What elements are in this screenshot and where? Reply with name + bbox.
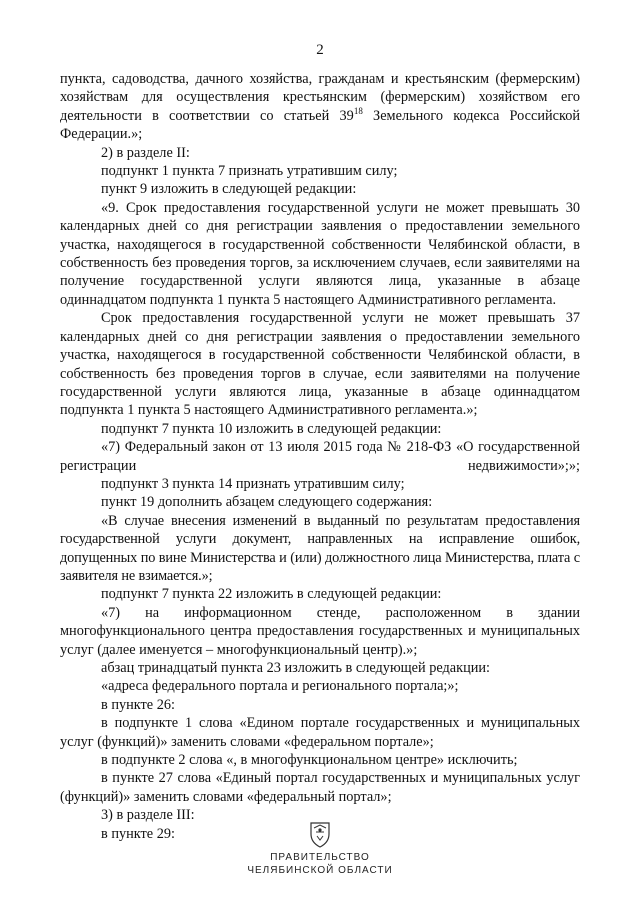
page-number: 2 — [316, 42, 324, 58]
paragraph-2: 2) в разделе II: — [101, 144, 190, 161]
paragraph-16: в пункте 26: — [101, 696, 175, 713]
paragraph-19: в пункте 27 слова «Единый портал государственных и муниципальных услуг (функций)» заменить словами «федеральный портал»; — [60, 770, 580, 805]
paragraph-9: подпункт 3 пункта 14 признать утратившим силу; — [101, 475, 405, 492]
paragraph-12: подпункт 7 пункта 22 изложить в следующей редакции: — [101, 586, 442, 603]
document-body — [60, 70, 580, 843]
paragraph-14: абзац тринадцатый пункта 23 изложить в следующей редакции: — [101, 660, 490, 676]
paragraph-21: в пункте 29: — [101, 825, 175, 842]
government-seal — [0, 820, 640, 877]
paragraph-20: 3) в разделе III: — [101, 807, 195, 824]
paragraph-15: «адреса федерального портала и регионального портала;»; — [101, 678, 459, 695]
paragraph-17: в подпункте 1 слова «Едином портале государственных и муниципальных услуг (функций)» заменить словами «федеральном портале»; — [60, 715, 580, 750]
paragraph-10: пункт 19 дополнить абзацем следующего содержания: — [101, 494, 433, 511]
paragraph-1 — [60, 70, 580, 144]
seal-line-1: ПРАВИТЕЛЬСТВО — [270, 852, 370, 863]
paragraph-11: «В случае внесения изменений в выданный по результатам предоставления государственной услуги документ, направленных на исправление ошибок, допущенных по вине Министерства и (или) должностного лица Министерства, плата с заявителя не взимается.»; — [60, 512, 580, 584]
paragraph-1-tail: Земельного кодекса Российской Федерации.»; — [60, 107, 580, 143]
paragraph-3: подпункт 1 пункта 7 признать утратившим силу; — [101, 163, 398, 180]
seal-line-2: ЧЕЛЯБИНСКОЙ ОБЛАСТИ — [247, 865, 393, 876]
superscript-18: 18 — [353, 106, 363, 117]
paragraph-4: пункт 9 изложить в следующей редакции: — [101, 181, 357, 198]
paragraph-5: «9. Срок предоставления государственной услуги не может превышать 30 календарных дней со дня регистрации заявления о предоставлении земельного участка, находящегося в государственной собственности Челябинской области, в собственность без проведения торгов, за исключением случаев, если заявителями на получение государственной услуги являются лица, указанные в абзаце одиннадцатом подпункта 1 пункта 5 настоящего Административного регламента. — [60, 199, 580, 308]
paragraph-13: «7) на информационном стенде, расположенном в здании многофункционального центра предоставления государственных и муниципальных услуг (далее именуется – многофункциональный центр).»; — [60, 604, 580, 658]
paragraph-1-text: пункта, садоводства, дачного хозяйства, гражданам и крестьянским (фермерским) хозяйствам для осуществления крестьянским (фермерским) хозяйством его деятельности в соответствии со статьей 39 — [60, 71, 580, 124]
paragraph-18: в подпункте 2 слова «, в многофункциональном центре» исключить; — [101, 752, 518, 769]
paragraph-6: Срок предоставления государственной услуги не может превышать 37 календарных дней со дня регистрации заявления о предоставлении земельного участка, находящегося в государственной собственности Челябинской области, в собственность без проведения торгов в случае, если заявителями на получение государственной услуги являются лица, указанные в абзаце одиннадцатом подпункта 1 пункта 5 настоящего Административного регламента.»; — [60, 310, 580, 419]
coat-of-arms-icon — [0, 820, 640, 848]
paragraph-7: подпункт 7 пункта 10 изложить в следующей редакции: — [101, 420, 442, 437]
paragraph-8: «7) Федеральный закон от 13 июля 2015 года № 218-ФЗ «О государственной регистрации недвижимости»;»; — [60, 439, 580, 474]
